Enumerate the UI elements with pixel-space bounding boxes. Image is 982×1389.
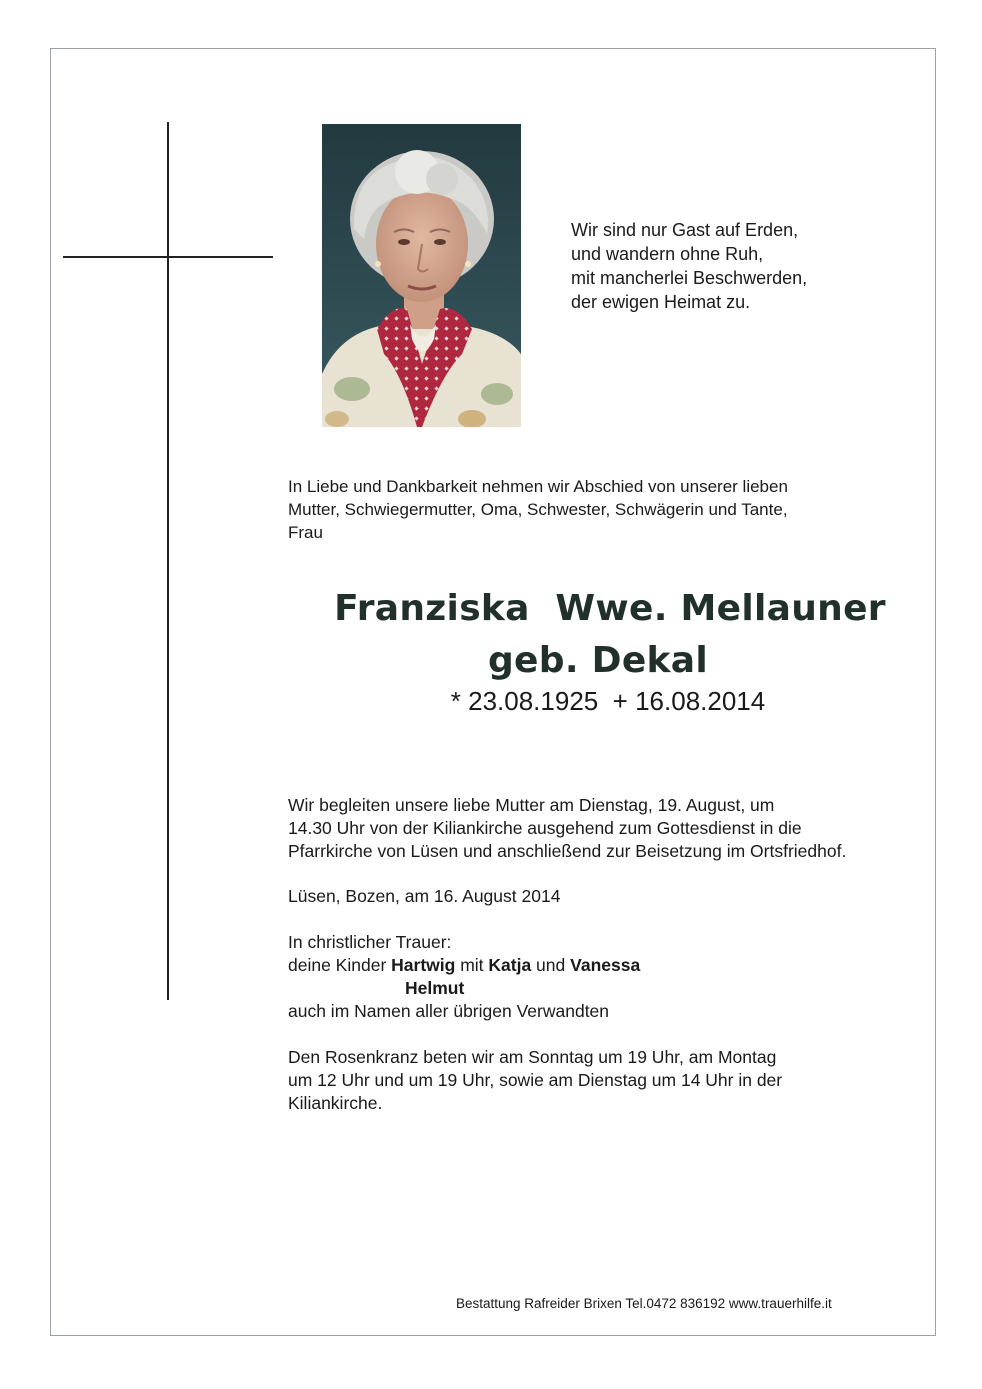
intro-line: Mutter, Schwiegermutter, Oma, Schwester, Schwägerin und Tante, <box>288 500 788 519</box>
deceased-name: Franziska Wwe. Mellauner <box>334 588 886 629</box>
children-prefix: deine Kinder <box>288 955 392 975</box>
spouse-name: Katja <box>488 955 532 975</box>
rosary-line: um 12 Uhr und um 19 Uhr, sowie am Dienstag um 14 Uhr in der <box>288 1070 783 1090</box>
poem-line: und wandern ohne Ruh, <box>571 244 764 264</box>
rosary-line: Den Rosenkranz beten wir am Sonntag um 19 Uhr, am Montag <box>288 1047 777 1067</box>
funeral-line: Pfarrkirche von Lüsen und anschließend zur Beisetzung im Ortsfriedhof. <box>288 841 847 861</box>
funeral-line: Wir begleiten unsere liebe Mutter am Dienstag, 19. August, um <box>288 795 775 815</box>
life-dates: * 23.08.1925 + 16.08.2014 <box>450 686 766 716</box>
intro-line: Frau <box>288 523 323 542</box>
place-date <box>288 885 938 908</box>
rosary-line: Kiliankirche. <box>288 1093 383 1113</box>
intro-text <box>288 475 898 544</box>
child-name: Helmut <box>405 978 465 998</box>
poem-line: mit mancherlei Beschwerden, <box>571 268 808 288</box>
poem <box>571 218 871 314</box>
poem-line: Wir sind nur Gast auf Erden, <box>571 220 799 240</box>
intro-line: In Liebe und Dankbarkeit nehmen wir Abschied von unserer lieben <box>288 477 788 496</box>
poem-line: der ewigen Heimat zu. <box>571 292 751 312</box>
connector: und <box>531 955 571 975</box>
connector: mit <box>455 955 489 975</box>
rosary-notice <box>288 1046 938 1115</box>
cross-horizontal-bar <box>63 256 273 258</box>
funeral-line: 14.30 Uhr von der Kiliankirche ausgehend zum Gottesdienst in die <box>288 818 802 838</box>
funeral-announcement <box>288 794 938 863</box>
child-name: Hartwig <box>391 955 456 975</box>
children-line <box>288 954 938 977</box>
children-line-2 <box>288 977 938 1000</box>
mourners <box>288 931 938 1023</box>
place-date-text: Lüsen, Bozen, am 16. August 2014 <box>288 886 561 906</box>
mourners-heading: In christlicher Trauer: <box>288 932 452 952</box>
funeral-home-footer: Bestattung Rafreider Brixen Tel.0472 836192 www.trauerhilfe.it <box>456 1296 832 1311</box>
cross-vertical-bar <box>167 122 169 1000</box>
portrait-photo <box>322 124 521 427</box>
grandchild-name: Vanessa <box>570 955 641 975</box>
birth-name: geb. Dekal <box>487 640 709 681</box>
relatives-line: auch im Namen aller übrigen Verwandten <box>288 1001 610 1021</box>
